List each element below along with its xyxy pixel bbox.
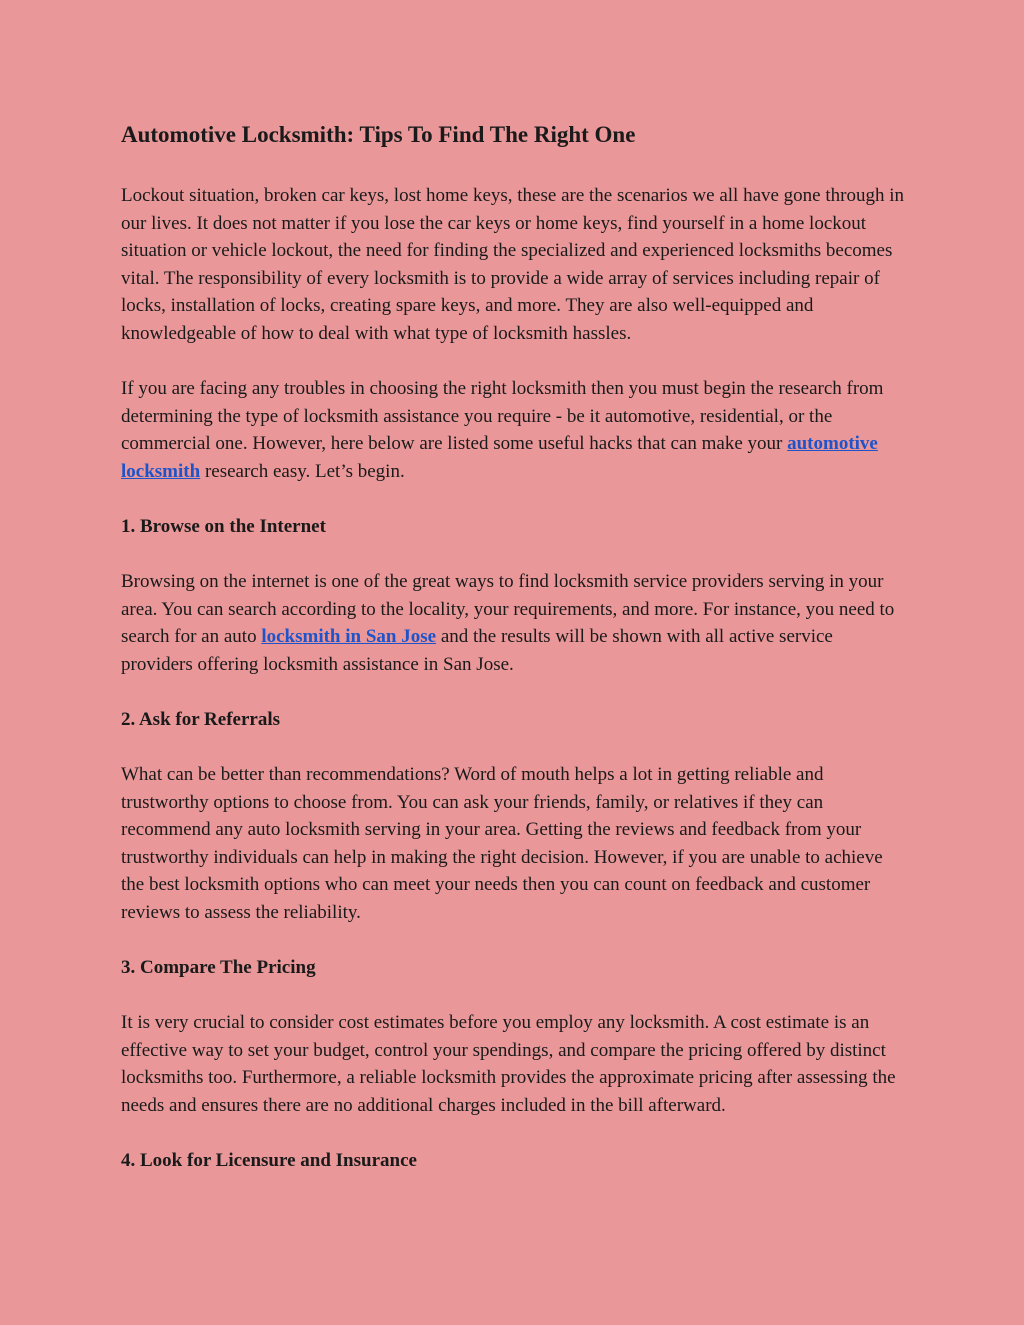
locksmith-san-jose-link[interactable]: locksmith in San Jose: [261, 626, 437, 648]
research-paragraph-text-end: research easy. Let’s begin.: [200, 460, 405, 482]
section-heading-pricing: 3. Compare The Pricing: [121, 957, 316, 979]
section-heading-browse: 1. Browse on the Internet: [121, 515, 326, 537]
section-heading-licensure: 4. Look for Licensure and Insurance: [121, 1150, 417, 1172]
intro-paragraph: Lockout situation, broken car keys, lost home keys, these are the scenarios we all have gone through in our lives. It does not matter if you lose the car keys or home keys, find yourself in a home lockout situation or vehicle lockout, the need for finding the specialized and experienced locksmiths becomes vital. The responsibility of every locksmith is to provide a wide array of services including repair of locks, installation of locks, creating spare keys, and more. They are also well-equipped and knowledgeable of how to deal with what type of locksmith hassles.: [121, 185, 904, 344]
research-paragraph: [121, 375, 904, 485]
automotive-locksmith-link[interactable]: automotive locksmith: [121, 433, 878, 482]
research-paragraph-text: If you are facing any troubles in choosing the right locksmith then you must begin the research from determining the type of locksmith assistance you require - be it automotive, residential, or the commercial one. However, here below are listed some useful hacks that can make your: [121, 378, 884, 455]
section-heading-referrals: 2. Ask for Referrals: [121, 708, 281, 730]
browse-paragraph-text: Browsing on the internet is one of the great ways to find locksmith service providers serving in your area. You can search according to the locality, your requirements, and more. For instance, you need to search for an auto: [121, 571, 895, 648]
section-body-pricing: It is very crucial to consider cost estimates before you employ any locksmith. A cost estimate is an effective way to set your budget, control your spendings, and compare the pricing offered by distinct locksmiths too. Furthermore, a reliable locksmith provides the approximate pricing after assessing the needs and ensures there are no additional charges included in the bill afterward.: [121, 1012, 896, 1116]
article-title: Automotive Locksmith: Tips To Find The Right One: [121, 122, 636, 147]
browse-paragraph-text-end: and the results will be shown with all active service providers offering locksmith assistance in San Jose.: [121, 626, 833, 675]
section-body-browse: [121, 568, 904, 678]
section-body-referrals: What can be better than recommendations? Word of mouth helps a lot in getting reliable and trustworthy options to choose from. You can ask your friends, family, or relatives if they can recommend any auto locksmith serving in your area. Getting the reviews and feedback from your trustworthy individuals can help in making the right decision. However, if you are unable to achieve the best locksmith options who can meet your needs then you can count on feedback and customer reviews to assess the reliability.: [121, 764, 883, 923]
